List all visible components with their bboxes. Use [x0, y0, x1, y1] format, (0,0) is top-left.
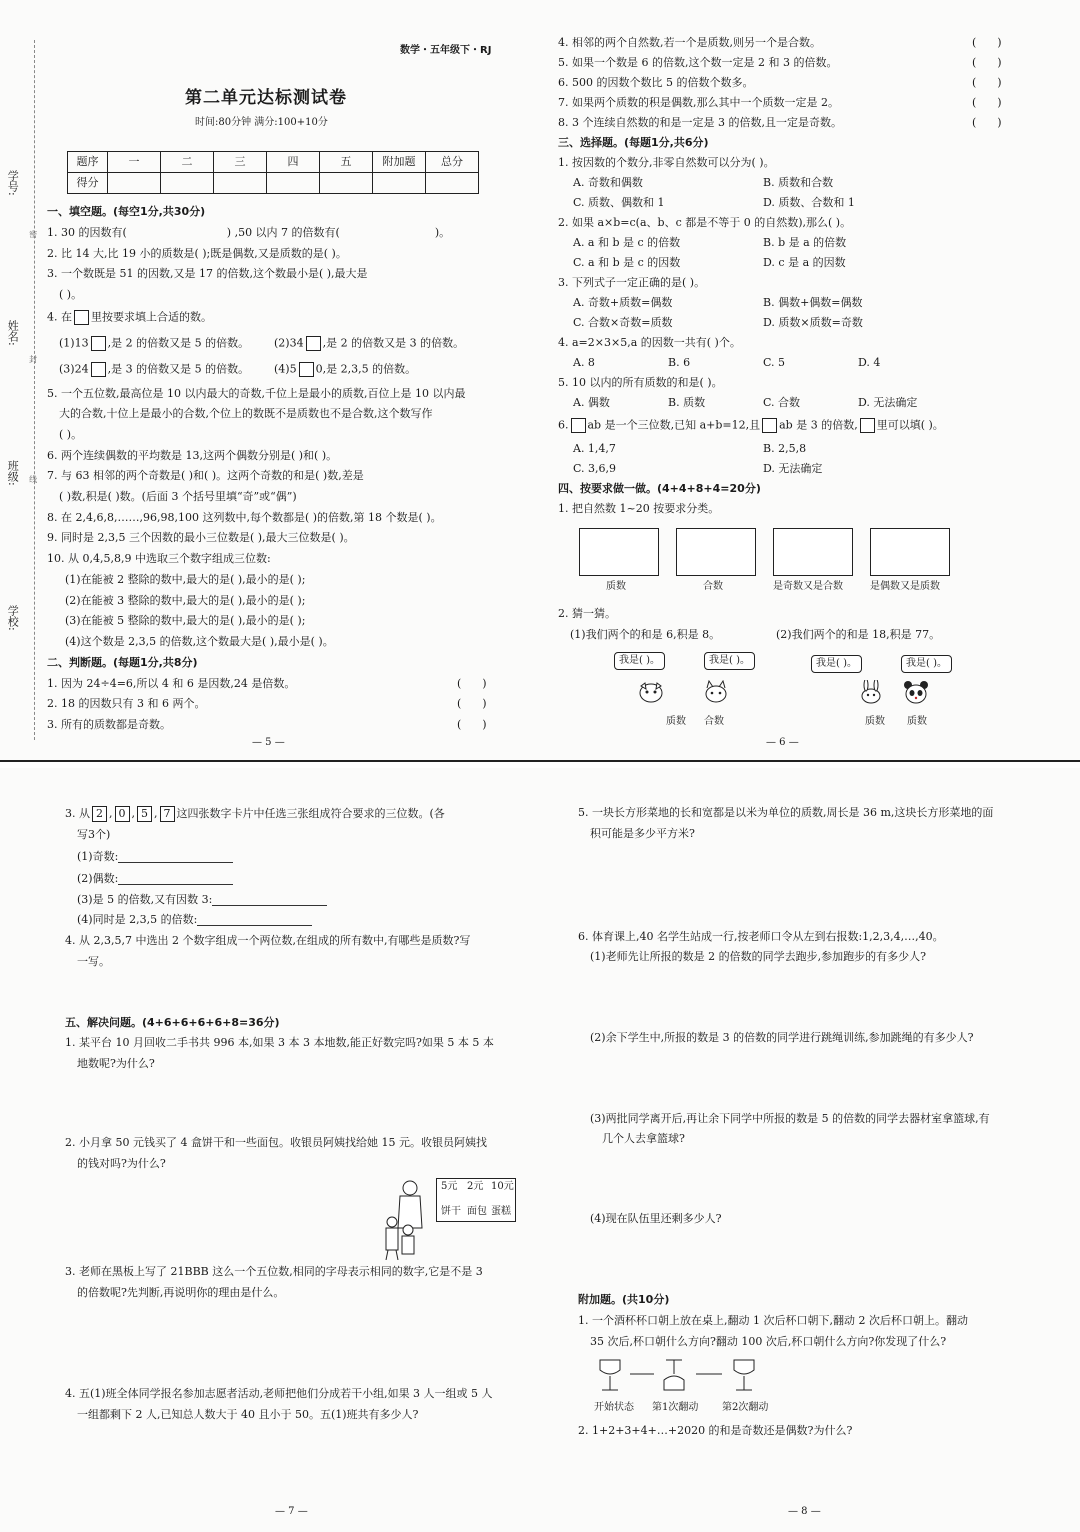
problem-5b: 积可能是多少平方米? [590, 827, 695, 840]
question-choice-6 [558, 418, 944, 433]
guess-tag: 合数 [704, 716, 724, 727]
choice-option[interactable]: A. 8 [573, 356, 595, 369]
text: (2)偶数: [77, 872, 119, 885]
choice-option[interactable]: B. 6 [668, 356, 691, 369]
cup-label: 开始状态 [594, 1402, 634, 1413]
choice-option[interactable]: D. 4 [858, 356, 881, 369]
question-fill-4-1 [59, 336, 249, 351]
digit-box[interactable] [91, 336, 106, 351]
choice-option[interactable]: B. 偶数+偶数=偶数 [763, 296, 863, 309]
score-cell: 总分 [426, 152, 479, 173]
text: (3)24 [59, 362, 89, 376]
question-fill-10-2: (2)在能被 3 整除的数中,最大的是( ),最小的是( ); [65, 594, 306, 607]
text: ab 是 3 的倍数, [779, 418, 858, 432]
question-do-3: 3. 从 2 , 0 , 5 , 7 这四张数字卡片中任选三张组成符合要求的三位数。(各 [65, 807, 445, 820]
choice-option[interactable]: C. 合数×奇数=质数 [573, 316, 673, 329]
answer-paren[interactable]: ( ) [972, 116, 1002, 129]
price-label: 2元 [467, 1181, 484, 1192]
choice-option[interactable]: C. 质数、偶数和 1 [573, 196, 665, 209]
binding-seal-mi: 密 [28, 230, 38, 238]
choice-option[interactable]: A. 奇数+质数=偶数 [573, 296, 673, 309]
sort-box-even-prime[interactable] [870, 528, 950, 576]
text: (3)是 5 的倍数,又有因数 3: [77, 893, 213, 906]
problem-6-1: (1)老师先让所报的数是 2 的倍数的同学去跑步,参加跑步的有多少人? [590, 950, 926, 963]
top-sheet [0, 0, 1080, 760]
digit-box[interactable] [74, 310, 89, 325]
answer-line[interactable] [118, 852, 233, 863]
problem-6-4: (4)现在队伍里还剩多少人? [590, 1212, 722, 1225]
choice-option[interactable]: C. a 和 b 是 c 的因数 [573, 256, 681, 269]
question-do-2: 2. 猜一猜。 [558, 607, 616, 620]
cup-label: 第2次翻动 [722, 1402, 769, 1413]
digit-box[interactable] [762, 418, 777, 433]
question-choice-5: 5. 10 以内的所有质数的和是( )。 [558, 376, 723, 389]
page-title: 第二单元达标测试卷 [185, 88, 347, 108]
panda-icon [903, 680, 929, 704]
answer-line[interactable] [118, 874, 233, 885]
exam-subtitle: 时间:80分钟 满分:100+10分 [195, 117, 328, 128]
choice-option[interactable]: B. 质数 [668, 396, 706, 409]
bonus-1b: 35 次后,杯口朝什么方向?翻动 100 次后,杯口朝什么方向?你发现了什么? [590, 1335, 947, 1348]
bottom-sheet [0, 768, 1080, 1532]
sheet-divider [0, 760, 1080, 768]
question-fill-8: 8. 在 2,4,6,8,……,96,98,100 这列数中,每个数都是( )的倍数,第 18 个数是( )。 [47, 511, 442, 524]
answer-paren[interactable]: ( ) [457, 697, 487, 710]
dog-icon [638, 680, 664, 704]
answer-paren[interactable]: ( ) [457, 718, 487, 731]
problem-2a: 2. 小月拿 50 元钱买了 4 盒饼干和一些面包。收银员阿姨找给她 15 元。收银员阿姨找 [65, 1136, 487, 1149]
text: ab 是一个三位数,已知 a+b=12,且 [587, 418, 761, 432]
question-choice-3: 3. 下列式子一定正确的是( )。 [558, 276, 706, 289]
question-fill-5b: 大的合数,十位上是最小的合数,个位上的数既不是质数也不是合数,这个数写作 [59, 407, 433, 420]
question-judge-3: 3. 所有的质数都是奇数。 [47, 718, 171, 731]
choice-option[interactable]: D. 质数×质数=奇数 [763, 316, 863, 329]
digit-box[interactable] [306, 336, 321, 351]
sort-box-composites[interactable] [676, 528, 756, 576]
section-heading-fill: 一、填空题。(每空1分,共30分) [47, 205, 206, 218]
problem-4a: 4. 五(1)班全体同学报名参加志愿者活动,老师把他们分成若干小组,如果 3 人一组或 5 人 [65, 1387, 493, 1400]
section-heading-solve: 五、解决问题。(4+6+6+6+6+8=36分) [65, 1016, 280, 1029]
cup-upright-icon [734, 1360, 754, 1390]
text: 3. 从 [65, 807, 90, 820]
choice-option[interactable]: B. b 是 a 的倍数 [763, 236, 847, 249]
question-choice-2: 2. 如果 a×b=c(a、b、c 都是不等于 0 的自然数),那么( )。 [558, 216, 852, 229]
question-fill-4-4 [274, 362, 416, 377]
question-do-3-4 [77, 913, 312, 926]
question-guess-1: (1)我们两个的和是 6,积是 8。 [570, 628, 721, 641]
section-heading-choice: 三、选择题。(每题1分,共6分) [558, 136, 709, 149]
choice-option[interactable]: A. a 和 b 是 c 的倍数 [573, 236, 681, 249]
score-cell: 三 [214, 152, 267, 173]
speech-bubble[interactable]: 我是( )。 [811, 655, 862, 673]
problem-5a: 5. 一块长方形菜地的长和宽都是以米为单位的质数,周长是 36 m,这块长方形菜地的面 [578, 806, 994, 819]
question-do-1: 1. 把自然数 1~20 按要求分类。 [558, 502, 720, 515]
page-number: — 6 — [766, 737, 799, 748]
question-fill-4-3 [59, 362, 249, 377]
question-fill-7b: ( )数,积是( )数。(后面 3 个括号里填“奇”或“偶”) [59, 490, 297, 503]
answer-line[interactable] [212, 895, 327, 906]
sort-label: 合数 [703, 581, 723, 592]
question-do-4b: 一写。 [77, 955, 110, 968]
answer-paren[interactable]: ( ) [972, 36, 1002, 49]
section-heading-bonus: 附加题。(共10分) [578, 1293, 670, 1306]
price-label: 10元 [491, 1181, 514, 1192]
text: (4)同时是 2,3,5 的倍数: [77, 913, 198, 926]
problem-2b: 的钱对吗?为什么? [77, 1157, 166, 1170]
question-fill-10-4: (4)这个数是 2,3,5 的倍数,这个数最大是( ),最小是( )。 [65, 635, 334, 648]
page-6 [558, 0, 1068, 760]
question-judge-2: 2. 18 的因数只有 3 和 6 两个。 [47, 697, 206, 710]
question-judge-8: 8. 3 个连续自然数的和是一定是 3 的倍数,且一定是奇数。 [558, 116, 842, 129]
text: ,是 3 的倍数又是 5 的倍数。 [107, 362, 250, 376]
text: 0,是 2,3,5 的倍数。 [315, 362, 417, 376]
answer-paren[interactable]: ( ) [972, 56, 1002, 69]
question-do-4a: 4. 从 2,3,5,7 中选出 2 个数字组成一个两位数,在组成的所有数中,有哪些是质数?写 [65, 934, 471, 947]
text: (4)5 [274, 362, 297, 376]
problem-3a: 3. 老师在黑板上写了 21BBB 这么一个五位数,相同的字母表示相同的数字,它是不是 3 [65, 1265, 483, 1278]
question-fill-3a: 3. 一个数既是 51 的因数,又是 17 的倍数,这个数最小是( ),最大是 [47, 267, 368, 280]
question-fill-6: 6. 两个连续偶数的平均数是 13,这两个偶数分别是( )和( )。 [47, 449, 338, 462]
answer-line[interactable] [197, 915, 312, 926]
problem-6-3b: 几个人去拿篮球? [602, 1132, 685, 1145]
question-do-3-2 [77, 872, 233, 885]
choice-option[interactable]: C. 合数 [763, 396, 801, 409]
bonus-2: 2. 1+2+3+4+…+2020 的和是奇数还是偶数?为什么? [578, 1424, 853, 1437]
sort-label: 质数 [606, 581, 626, 592]
cup-upright-icon [600, 1360, 620, 1390]
text: 1. 30 的因数有( [47, 226, 127, 239]
text: ,是 2 的倍数又是 3 的倍数。 [322, 336, 465, 350]
text: (1)13 [59, 336, 89, 350]
sort-box-primes[interactable] [579, 528, 659, 576]
digit-box[interactable] [860, 418, 875, 433]
choice-option[interactable]: D. 质数、合数和 1 [763, 196, 855, 209]
sort-box-odd-composite[interactable] [773, 528, 853, 576]
speech-bubble[interactable]: 我是( )。 [614, 652, 665, 670]
text: ,是 2 的倍数又是 5 的倍数。 [107, 336, 250, 350]
question-fill-5c: ( )。 [59, 428, 83, 441]
text: )。 [434, 226, 451, 239]
question-fill-3b: ( )。 [59, 288, 83, 301]
score-cell: 二 [161, 152, 214, 173]
question-fill-2: 2. 比 14 大,比 19 小的质数是( );既是偶数,又是质数的是( )。 [47, 247, 347, 260]
page-5 [47, 0, 507, 760]
answer-paren[interactable]: ( ) [457, 677, 487, 690]
choice-option[interactable]: A. 偶数 [573, 396, 610, 409]
choice-option[interactable]: C. 3,6,9 [573, 462, 617, 475]
problem-4b: 一组都剩下 2 人,已知总人数大于 40 且小于 50。五(1)班共有多少人? [77, 1408, 419, 1421]
score-cell: 五 [320, 152, 373, 173]
question-judge-1: 1. 因为 24÷4=6,所以 4 和 6 是因数,24 是倍数。 [47, 677, 296, 690]
question-judge-4: 4. 相邻的两个自然数,若一个是质数,则另一个是合数。 [558, 36, 821, 49]
page-7 [65, 768, 525, 1532]
number-card: 2 [92, 806, 107, 822]
guess-tag: 质数 [666, 716, 686, 727]
question-judge-6: 6. 500 的因数个数比 5 的倍数个数多。 [558, 76, 754, 89]
question-fill-10-1: (1)在能被 2 整除的数中,最大的是( ),最小的是( ); [65, 573, 306, 586]
text: 里可以填( )。 [876, 418, 944, 432]
binding-label-student-no: 学号: [6, 170, 20, 196]
question-choice-1: 1. 按因数的个数分,非零自然数可以分为( )。 [558, 156, 775, 169]
score-cell: 四 [267, 152, 320, 173]
choice-option[interactable]: D. c 是 a 的因数 [763, 256, 846, 269]
text: 里按要求填上合适的数。 [91, 310, 212, 324]
score-cell: 附加题 [373, 152, 426, 173]
speech-bubble[interactable]: 我是( )。 [704, 652, 755, 670]
choice-option[interactable]: C. 5 [763, 356, 786, 369]
choice-option[interactable]: D. 无法确定 [763, 462, 823, 475]
digit-box[interactable] [571, 418, 586, 433]
question-fill-10: 10. 从 0,4,5,8,9 中选取三个数字组成三位数: [47, 552, 271, 565]
price-board [436, 1178, 516, 1222]
item-label: 面包 [467, 1206, 487, 1217]
question-fill-5a: 5. 一个五位数,最高位是 10 以内最大的奇数,千位上是最小的质数,百位上是 10 以内最 [47, 387, 466, 400]
problem-1a: 1. 某平台 10 月回收二手书共 996 本,如果 3 本 3 本地数,能正好数完吗?如果 5 本 5 本 [65, 1036, 494, 1049]
header-tag: 数学・五年级下・RJ [400, 45, 492, 56]
score-cell: 得分 [68, 173, 108, 194]
choice-option[interactable]: D. 无法确定 [858, 396, 918, 409]
question-fill-4-2 [274, 336, 464, 351]
text: 4. 在 [47, 310, 72, 324]
problem-6: 6. 体育课上,40 名学生站成一行,按老师口令从左到右报数:1,2,3,4,…,40。 [578, 930, 944, 943]
choice-option[interactable]: A. 1,4,7 [573, 442, 616, 455]
problem-6-3a: (3)两批同学离开后,再让余下同学中所报的数是 5 的倍数的同学去器材室拿篮球,有 [590, 1112, 990, 1125]
page-number: — 5 — [252, 737, 285, 748]
shop-illustration [378, 1178, 518, 1260]
problem-3b: 的倍数呢?先判断,再说明你的理由是什么。 [77, 1286, 285, 1299]
binding-seal-xian: 线 [28, 475, 38, 483]
cup-label: 第1次翻动 [652, 1402, 699, 1413]
choice-option[interactable]: B. 2,5,8 [763, 442, 807, 455]
speech-bubble[interactable]: 我是( )。 [901, 655, 952, 673]
number-card: 7 [160, 806, 175, 822]
digit-box[interactable] [91, 362, 106, 377]
guess-tag: 质数 [907, 716, 927, 727]
question-guess-2: (2)我们两个的和是 18,积是 77。 [776, 628, 941, 641]
cup-upside-down-icon [664, 1360, 684, 1390]
sort-label: 是偶数又是质数 [870, 581, 940, 592]
score-cell: 一 [108, 152, 161, 173]
page-number: — 7 — [275, 1506, 308, 1517]
price-label: 5元 [441, 1181, 458, 1192]
question-judge-5: 5. 如果一个数是 6 的倍数,这个数一定是 2 和 3 的倍数。 [558, 56, 838, 69]
bonus-1a: 1. 一个酒杯杯口朝上放在桌上,翻动 1 次后杯口朝下,翻动 2 次后杯口朝上。翻动 [578, 1314, 968, 1327]
cashier-and-child-icon [378, 1178, 438, 1260]
item-label: 蛋糕 [491, 1206, 511, 1217]
question-fill-7a: 7. 与 63 相邻的两个奇数是( )和( )。这两个奇数的和是( )数,差是 [47, 469, 364, 482]
choice-option[interactable]: A. 奇数和偶数 [573, 176, 643, 189]
text: ) ,50 以内 7 的倍数有( [226, 226, 340, 239]
score-cell: 题序 [68, 152, 108, 173]
sort-label: 是奇数又是合数 [773, 581, 843, 592]
question-do-3-note: 写3个) [77, 828, 111, 841]
text: 6. [558, 418, 569, 432]
question-fill-4 [47, 310, 212, 325]
answer-paren[interactable]: ( ) [972, 96, 1002, 109]
page-number: — 8 — [788, 1506, 821, 1517]
binding-label-name: 姓名: [6, 320, 20, 346]
cup-flip-diagram [598, 1356, 778, 1396]
page-8 [578, 768, 1068, 1532]
binding-seal-feng: 封 [28, 355, 38, 363]
rabbit-icon [858, 680, 884, 704]
question-fill-1 [47, 226, 450, 239]
section-heading-do: 四、按要求做一做。(4+4+8+4=20分) [558, 482, 761, 495]
binding-strip [0, 100, 40, 660]
question-fill-9: 9. 同时是 2,3,5 三个因数的最小三位数是( ),最大三位数是( )。 [47, 531, 355, 544]
cat-icon [703, 680, 729, 704]
binding-label-school: 学校: [6, 605, 20, 631]
problem-6-2: (2)余下学生中,所报的数是 3 的倍数的同学进行跳绳训练,参加跳绳的有多少人? [590, 1031, 974, 1044]
guess-tag: 质数 [865, 716, 885, 727]
question-do-3-3 [77, 893, 327, 906]
choice-option[interactable]: B. 质数和合数 [763, 176, 834, 189]
question-judge-7: 7. 如果两个质数的积是偶数,那么其中一个质数一定是 2。 [558, 96, 839, 109]
section-heading-judge: 二、判断题。(每题1分,共8分) [47, 656, 198, 669]
problem-1b: 地数呢?为什么? [77, 1057, 155, 1070]
text: (1)奇数: [77, 850, 119, 863]
digit-box[interactable] [299, 362, 314, 377]
question-choice-4: 4. a=2×3×5,a 的因数一共有( )个。 [558, 336, 741, 349]
question-fill-10-3: (3)在能被 5 整除的数中,最大的是( ),最小的是( ); [65, 614, 306, 627]
binding-label-class: 班级: [6, 460, 20, 486]
answer-paren[interactable]: ( ) [972, 76, 1002, 89]
text: (2)34 [274, 336, 304, 350]
question-do-3-1 [77, 850, 233, 863]
number-card: 5 [137, 806, 152, 822]
number-card: 0 [115, 806, 130, 822]
text: 这四张数字卡片中任选三张组成符合要求的三位数。(各 [176, 807, 445, 820]
item-label: 饼干 [441, 1206, 461, 1217]
